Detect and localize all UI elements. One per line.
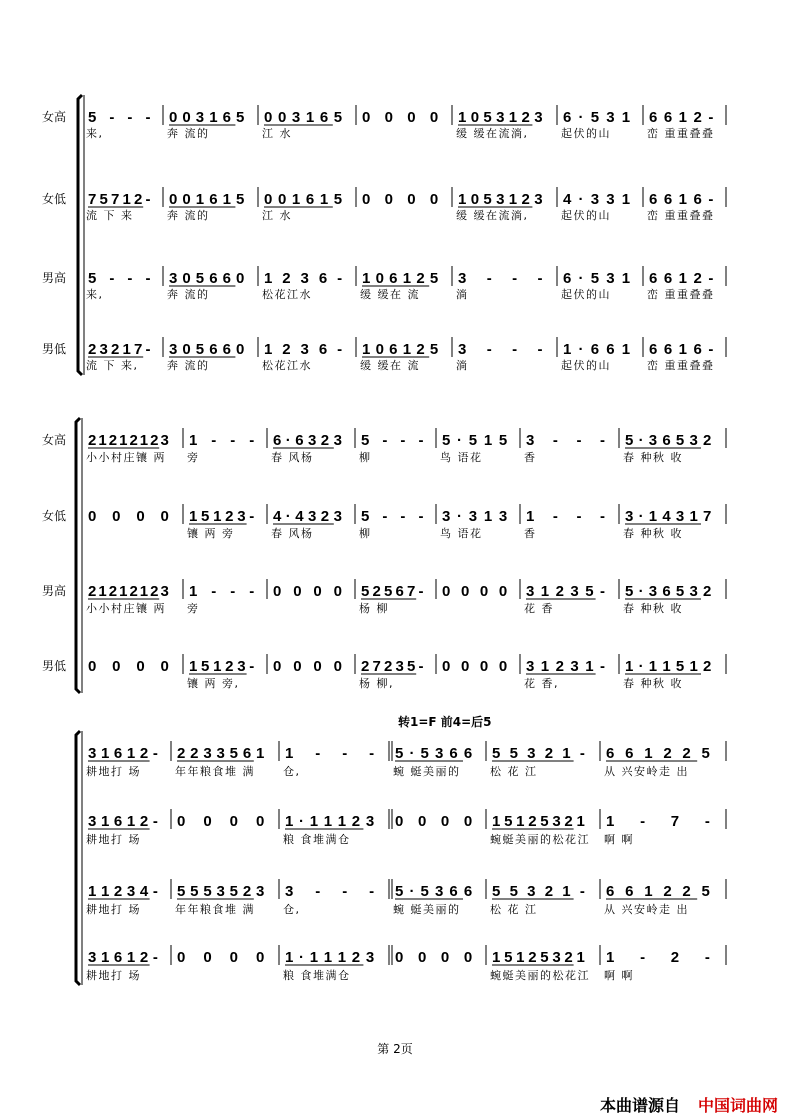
notes-measure: 1 0 5 3 1 2 3 bbox=[458, 191, 544, 208]
lyric-text: 起伏的山 bbox=[561, 359, 611, 372]
notes-measure: 0 0 0 0 bbox=[395, 813, 474, 830]
lyric-text: 杨 柳, bbox=[359, 677, 394, 690]
notes-measure: 3 1 6 1 2 - bbox=[88, 813, 159, 830]
lyric-text: 来, bbox=[86, 127, 104, 140]
notes-measure: 3 - - - bbox=[285, 883, 376, 900]
notes-measure: 3 · 3 1 3 bbox=[442, 508, 509, 525]
lyric-text: 缓 缓在 流 bbox=[360, 359, 420, 372]
notes-measure: 1 - 2 - bbox=[606, 949, 711, 966]
lyric-text: 蜿蜓美丽的松花江 bbox=[490, 833, 590, 846]
notes-measure: 4 · 3 3 1 bbox=[563, 191, 632, 208]
source-brand: 中国词曲网 bbox=[697, 1096, 778, 1115]
notes-measure: 0 0 0 0 bbox=[273, 583, 343, 600]
lyric-text: 奔 流的 bbox=[167, 288, 210, 301]
notes-measure: 5 5 5 3 5 2 3 bbox=[177, 883, 266, 900]
notes-measure: 1 5 1 2 5 3 2 1 bbox=[492, 813, 586, 830]
lyric-text: 花 香 bbox=[524, 602, 554, 615]
lyric-text: 从 兴安岭走 出 bbox=[604, 903, 689, 916]
lyric-text: 缓 缓在流淌, bbox=[456, 127, 529, 140]
lyric-text: 春 种秋 收 bbox=[623, 451, 683, 464]
voice-label: 女高 bbox=[42, 110, 67, 124]
notes-measure: 6 · 5 3 1 bbox=[563, 109, 632, 126]
system-bracket bbox=[78, 95, 82, 375]
notes-measure: 5 · 3 6 5 3 2 bbox=[625, 432, 713, 449]
lyric-text: 淌 bbox=[456, 359, 469, 372]
lyric-text: 春 种秋 收 bbox=[623, 677, 683, 690]
lyric-text: 流 下 来, bbox=[86, 359, 139, 372]
notes-measure: 0 0 0 0 bbox=[88, 508, 170, 525]
notes-measure: 0 0 3 1 6 5 bbox=[169, 109, 246, 126]
lyric-text: 粮 食堆满仓 bbox=[283, 969, 351, 982]
notes-measure: 1 5 1 2 5 3 2 1 bbox=[492, 949, 586, 966]
notes-measure: 5 · 5 3 6 6 bbox=[395, 883, 474, 900]
lyric-text: 松花江水 bbox=[262, 359, 312, 372]
lyric-text: 啊 啊 bbox=[604, 969, 634, 982]
lyric-text: 耕地打 场 bbox=[86, 765, 141, 778]
lyric-text: 起伏的山 bbox=[561, 127, 611, 140]
notes-measure: 6 6 1 6 - bbox=[649, 191, 715, 208]
notes-measure: 1 0 5 3 1 2 3 bbox=[458, 109, 544, 126]
lyric-text: 春 种秋 收 bbox=[623, 602, 683, 615]
lyric-text: 柳 bbox=[359, 451, 372, 464]
notes-measure: 3 - - - bbox=[458, 270, 544, 287]
notes-measure: 1 · 6 6 1 bbox=[563, 341, 632, 358]
notes-measure: 3 1 2 3 5 - bbox=[526, 583, 607, 600]
lyric-text: 仓, bbox=[283, 765, 301, 778]
voice-label: 男高 bbox=[42, 271, 67, 285]
notes-measure: 5 - - - bbox=[361, 432, 425, 449]
notes-measure: 0 0 1 6 1 5 bbox=[264, 191, 344, 208]
notes-measure: 1 2 3 6 - bbox=[264, 341, 344, 358]
notes-measure: 5 - - - bbox=[361, 508, 425, 525]
lyric-text: 镶 两 旁 bbox=[187, 527, 235, 540]
voice-label: 男低 bbox=[42, 659, 67, 673]
lyric-text: 旁 bbox=[187, 451, 200, 464]
notes-measure: 6 6 1 6 - bbox=[649, 341, 715, 358]
lyric-text: 花 香, bbox=[524, 677, 559, 690]
notes-measure: 0 0 1 6 1 5 bbox=[169, 191, 246, 208]
notes-measure: 1 - - - bbox=[285, 745, 376, 762]
lyric-text: 从 兴安岭走 出 bbox=[604, 765, 689, 778]
lyric-text: 小小村庄镶 两 bbox=[86, 602, 166, 615]
lyric-text: 流 下 来 bbox=[86, 209, 134, 222]
notes-measure: 3 1 2 3 1 - bbox=[526, 658, 607, 675]
page-number: 第 2页 bbox=[377, 1042, 413, 1056]
notes-measure: 2 3 2 1 7 - bbox=[88, 341, 152, 358]
lyric-text: 蜿 蜓美丽的 bbox=[393, 903, 461, 916]
lyric-text: 峦 重重叠叠 bbox=[647, 127, 715, 140]
lyric-text: 柳 bbox=[359, 527, 372, 540]
notes-measure: 5 · 5 3 6 6 bbox=[395, 745, 474, 762]
notes-measure: 3 0 5 6 6 0 bbox=[169, 270, 246, 287]
lyric-text: 小小村庄镶 两 bbox=[86, 451, 166, 464]
notes-measure: 5 - - - bbox=[88, 109, 152, 126]
notes-measure: 5 - - - bbox=[88, 270, 152, 287]
source-credit bbox=[600, 1093, 778, 1116]
lyric-text: 松 花 江 bbox=[490, 903, 538, 916]
lyric-text: 奔 流的 bbox=[167, 209, 210, 222]
lyric-text: 起伏的山 bbox=[561, 288, 611, 301]
notes-measure: 3 1 6 1 2 - bbox=[88, 949, 159, 966]
lyric-text: 春 风杨 bbox=[271, 527, 314, 540]
notes-measure: 5 5 3 2 1 - bbox=[492, 883, 586, 900]
notes-measure: 1 · 1 1 5 1 2 bbox=[625, 658, 713, 675]
notes-measure: 5 · 3 6 5 3 2 bbox=[625, 583, 713, 600]
voice-label: 男高 bbox=[42, 584, 67, 598]
lyric-text: 峦 重重叠叠 bbox=[647, 288, 715, 301]
notes-measure: 6 6 1 2 2 5 bbox=[606, 883, 711, 900]
notes-measure: 0 0 0 0 bbox=[395, 949, 474, 966]
notes-measure: 1 1 2 3 4 - bbox=[88, 883, 159, 900]
source-label: 本曲谱源自 bbox=[599, 1096, 680, 1115]
notes-measure: 0 0 0 0 bbox=[442, 583, 509, 600]
notes-measure: 1 5 1 2 3 - bbox=[189, 508, 256, 525]
lyric-text: 春 风杨 bbox=[271, 451, 314, 464]
notes-measure: 7 5 7 1 2 - bbox=[88, 191, 152, 208]
notes-measure: 1 · 1 1 1 2 3 bbox=[285, 813, 376, 830]
notes-measure: 2 2 3 3 5 6 1 bbox=[177, 745, 266, 762]
notes-measure: 3 1 6 1 2 - bbox=[88, 745, 159, 762]
notes-measure: 1 0 6 1 2 5 bbox=[362, 270, 440, 287]
notes-measure: 0 0 0 0 bbox=[362, 191, 440, 208]
notes-measure: 5 2 5 6 7 - bbox=[361, 583, 425, 600]
lyric-text: 耕地打 场 bbox=[86, 833, 141, 846]
lyric-text: 鸟 语花 bbox=[440, 451, 483, 464]
lyric-text: 鸟 语花 bbox=[440, 527, 483, 540]
lyric-text: 香 bbox=[524, 527, 537, 540]
lyric-text: 来, bbox=[86, 288, 104, 301]
notes-measure: 3 · 1 4 3 1 7 bbox=[625, 508, 713, 525]
lyric-text: 松 花 江 bbox=[490, 765, 538, 778]
notes-measure: 3 0 5 6 6 0 bbox=[169, 341, 246, 358]
notes-measure: 1 2 3 6 - bbox=[264, 270, 344, 287]
notes-measure: 2 1 2 1 2 1 2 3 bbox=[88, 432, 170, 449]
lyric-text: 香 bbox=[524, 451, 537, 464]
voice-label: 女低 bbox=[42, 192, 67, 206]
voice-label: 男低 bbox=[42, 342, 67, 356]
notes-measure: 3 - - - bbox=[458, 341, 544, 358]
lyric-text: 峦 重重叠叠 bbox=[647, 209, 715, 222]
lyric-text: 江 水 bbox=[262, 209, 292, 222]
notes-measure: 3 - - - bbox=[526, 432, 607, 449]
lyric-text: 旁 bbox=[187, 602, 200, 615]
lyric-text: 峦 重重叠叠 bbox=[647, 359, 715, 372]
lyric-text: 缓 缓在流淌, bbox=[456, 209, 529, 222]
lyric-text: 粮 食堆满仓 bbox=[283, 833, 351, 846]
lyric-text: 仓, bbox=[283, 903, 301, 916]
lyric-text: 耕地打 场 bbox=[86, 903, 141, 916]
lyric-text: 啊 啊 bbox=[604, 833, 634, 846]
notes-measure: 0 0 0 0 bbox=[88, 658, 170, 675]
lyric-text: 镶 两 旁, bbox=[187, 677, 240, 690]
notes-measure: 1 - - - bbox=[526, 508, 607, 525]
notes-measure: 0 0 3 1 6 5 bbox=[264, 109, 344, 126]
notes-measure: 1 · 1 1 1 2 3 bbox=[285, 949, 376, 966]
lyric-text: 年年粮食堆 满 bbox=[175, 903, 255, 916]
lyric-text: 起伏的山 bbox=[561, 209, 611, 222]
voice-label: 女低 bbox=[42, 509, 67, 523]
lyric-text: 杨 柳 bbox=[359, 602, 389, 615]
lyric-text: 年年粮食堆 满 bbox=[175, 765, 255, 778]
lyric-text: 奔 流的 bbox=[167, 359, 210, 372]
lyric-text: 缓 缓在 流 bbox=[360, 288, 420, 301]
system-bracket bbox=[76, 731, 80, 985]
notes-measure: 0 0 0 0 bbox=[362, 109, 440, 126]
notes-measure: 5 5 3 2 1 - bbox=[492, 745, 586, 762]
notes-measure: 6 · 6 3 2 3 bbox=[273, 432, 343, 449]
notes-measure: 1 - - - bbox=[189, 583, 256, 600]
lyric-text: 耕地打 场 bbox=[86, 969, 141, 982]
notes-measure: 6 6 1 2 - bbox=[649, 270, 715, 287]
notes-measure: 6 · 5 3 1 bbox=[563, 270, 632, 287]
lyric-text: 春 种秋 收 bbox=[623, 527, 683, 540]
notes-measure: 6 6 1 2 - bbox=[649, 109, 715, 126]
lyric-text: 蜿 蜓美丽的 bbox=[393, 765, 461, 778]
notes-measure: 0 0 0 0 bbox=[273, 658, 343, 675]
lyric-text: 奔 流的 bbox=[167, 127, 210, 140]
lyric-text: 蜿蜓美丽的松花江 bbox=[490, 969, 590, 982]
notes-measure: 0 0 0 0 bbox=[442, 658, 509, 675]
notes-measure: 2 1 2 1 2 1 2 3 bbox=[88, 583, 170, 600]
notes-measure: 1 0 6 1 2 5 bbox=[362, 341, 440, 358]
lyric-text: 松花江水 bbox=[262, 288, 312, 301]
notes-measure: 4 · 4 3 2 3 bbox=[273, 508, 343, 525]
voice-label: 女高 bbox=[42, 433, 67, 447]
notes-measure: 1 5 1 2 3 - bbox=[189, 658, 256, 675]
key-change: 转1=F 前4=后5 bbox=[398, 715, 492, 729]
notes-measure: 5 · 5 1 5 bbox=[442, 432, 509, 449]
notes-measure: 0 0 0 0 bbox=[177, 813, 266, 830]
notes-measure: 0 0 0 0 bbox=[177, 949, 266, 966]
notes-measure: 6 6 1 2 2 5 bbox=[606, 745, 711, 762]
notes-measure: 1 - 7 - bbox=[606, 813, 711, 830]
lyric-text: 淌 bbox=[456, 288, 469, 301]
lyric-text: 江 水 bbox=[262, 127, 292, 140]
notes-measure: 2 7 2 3 5 - bbox=[361, 658, 425, 675]
notes-measure: 1 - - - bbox=[189, 432, 256, 449]
system-bracket bbox=[76, 418, 80, 693]
